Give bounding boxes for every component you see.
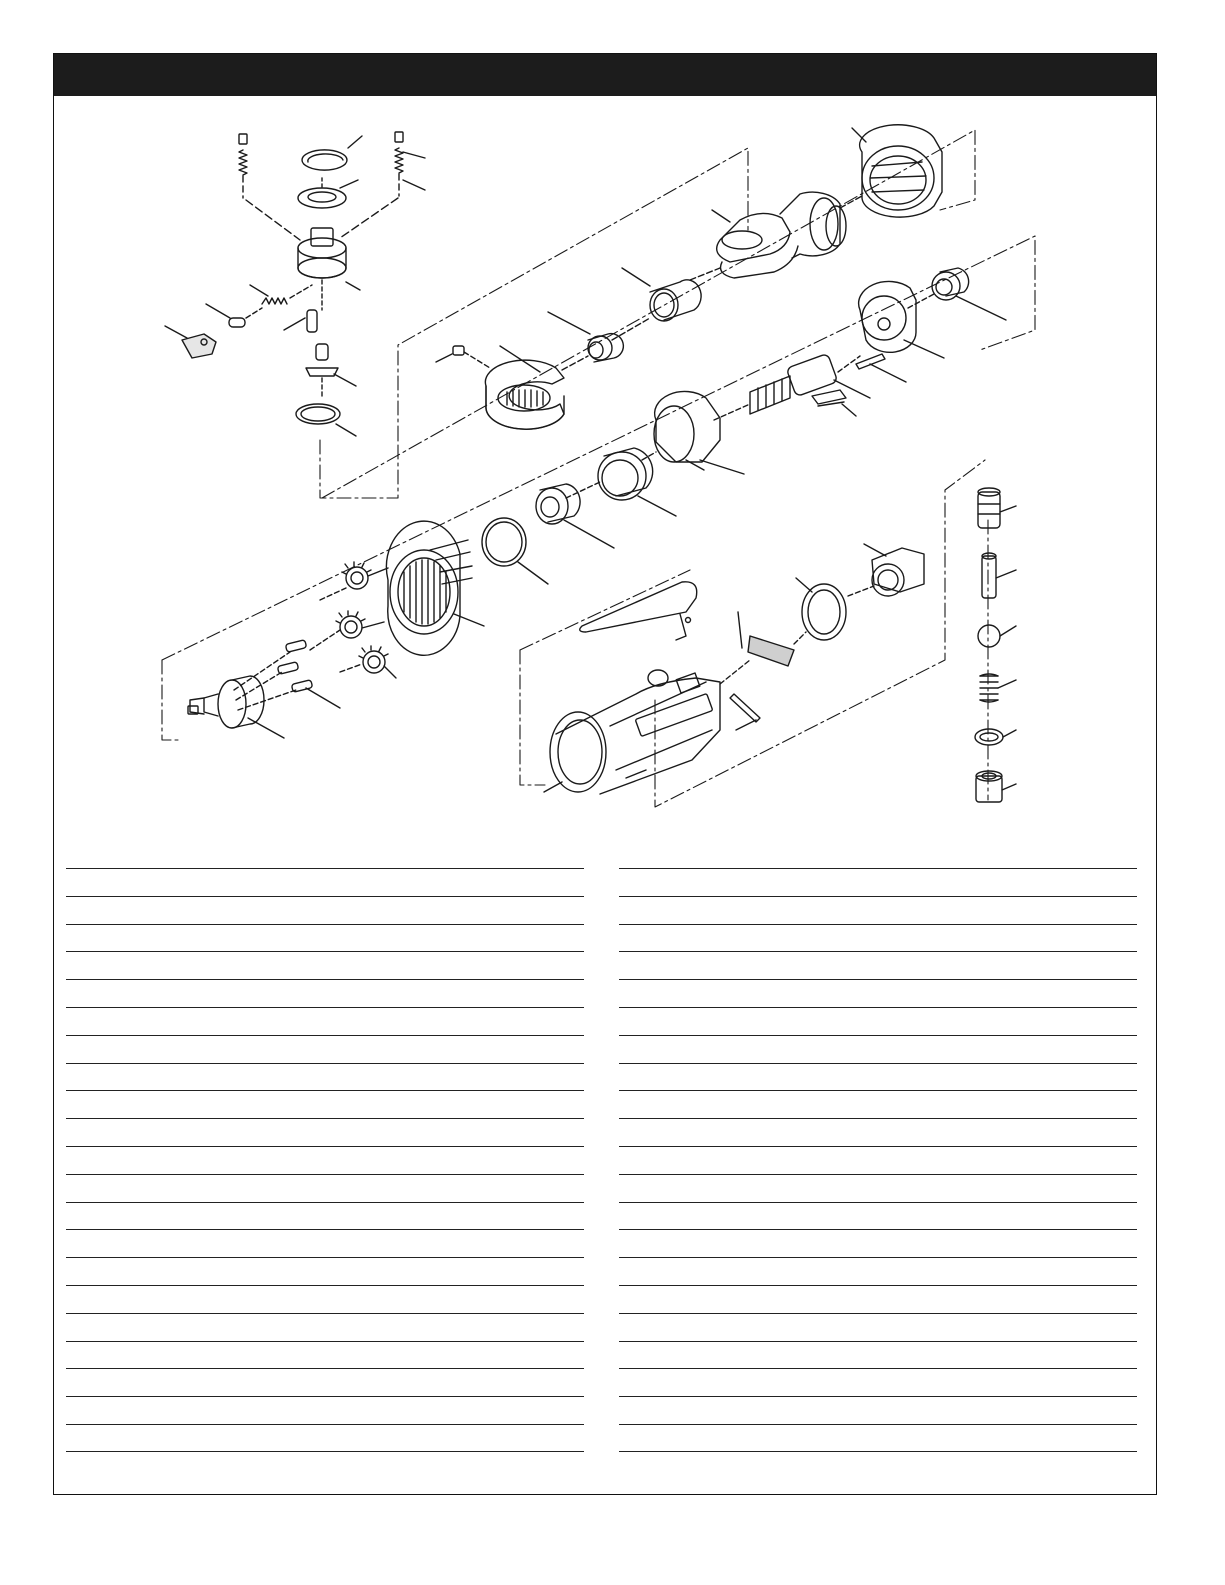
ratchet-head-group <box>165 132 425 436</box>
table-row <box>619 1063 1137 1091</box>
table-row <box>619 1368 1137 1396</box>
table-row <box>66 1424 584 1452</box>
table-row <box>619 868 1137 896</box>
parts-list-left <box>66 868 584 1452</box>
table-row <box>66 1146 584 1174</box>
table-row <box>619 1257 1137 1285</box>
table-row <box>619 979 1137 1007</box>
parts-list-right <box>619 868 1137 1452</box>
planet-gear-1 <box>342 562 371 589</box>
table-row <box>66 1368 584 1396</box>
motor-group <box>482 268 1006 584</box>
table-row <box>66 1063 584 1091</box>
table-row <box>619 1174 1137 1202</box>
table-row <box>619 1424 1137 1452</box>
table-row <box>66 1007 584 1035</box>
table-row <box>66 924 584 952</box>
table-row <box>619 1396 1137 1424</box>
table-row <box>619 1035 1137 1063</box>
table-row <box>66 1341 584 1369</box>
table-row <box>66 896 584 924</box>
table-row <box>619 1007 1137 1035</box>
table-row <box>66 1174 584 1202</box>
table-row <box>619 1313 1137 1341</box>
table-row <box>66 1285 584 1313</box>
table-row <box>66 868 584 896</box>
table-row <box>66 979 584 1007</box>
table-row <box>619 1090 1137 1118</box>
table-row <box>66 1257 584 1285</box>
table-row <box>619 1285 1137 1313</box>
table-row <box>619 1229 1137 1257</box>
gear-group <box>188 521 484 738</box>
table-row <box>619 1118 1137 1146</box>
table-row <box>66 1090 584 1118</box>
table-row <box>66 1313 584 1341</box>
table-row <box>619 896 1137 924</box>
table-row <box>619 1202 1137 1230</box>
table-row <box>66 951 584 979</box>
ratchet-housing-group <box>436 125 942 429</box>
table-row <box>66 1229 584 1257</box>
table-row <box>66 1202 584 1230</box>
table-row <box>66 1035 584 1063</box>
planet-gear-2 <box>336 611 365 638</box>
table-row <box>66 1118 584 1146</box>
table-row <box>619 951 1137 979</box>
table-row <box>66 1396 584 1424</box>
housing-group <box>544 544 924 794</box>
table-row <box>619 924 1137 952</box>
planet-gear-3 <box>359 646 388 673</box>
table-row <box>619 1146 1137 1174</box>
table-row <box>619 1341 1137 1369</box>
valve-stack-group <box>975 488 1016 802</box>
